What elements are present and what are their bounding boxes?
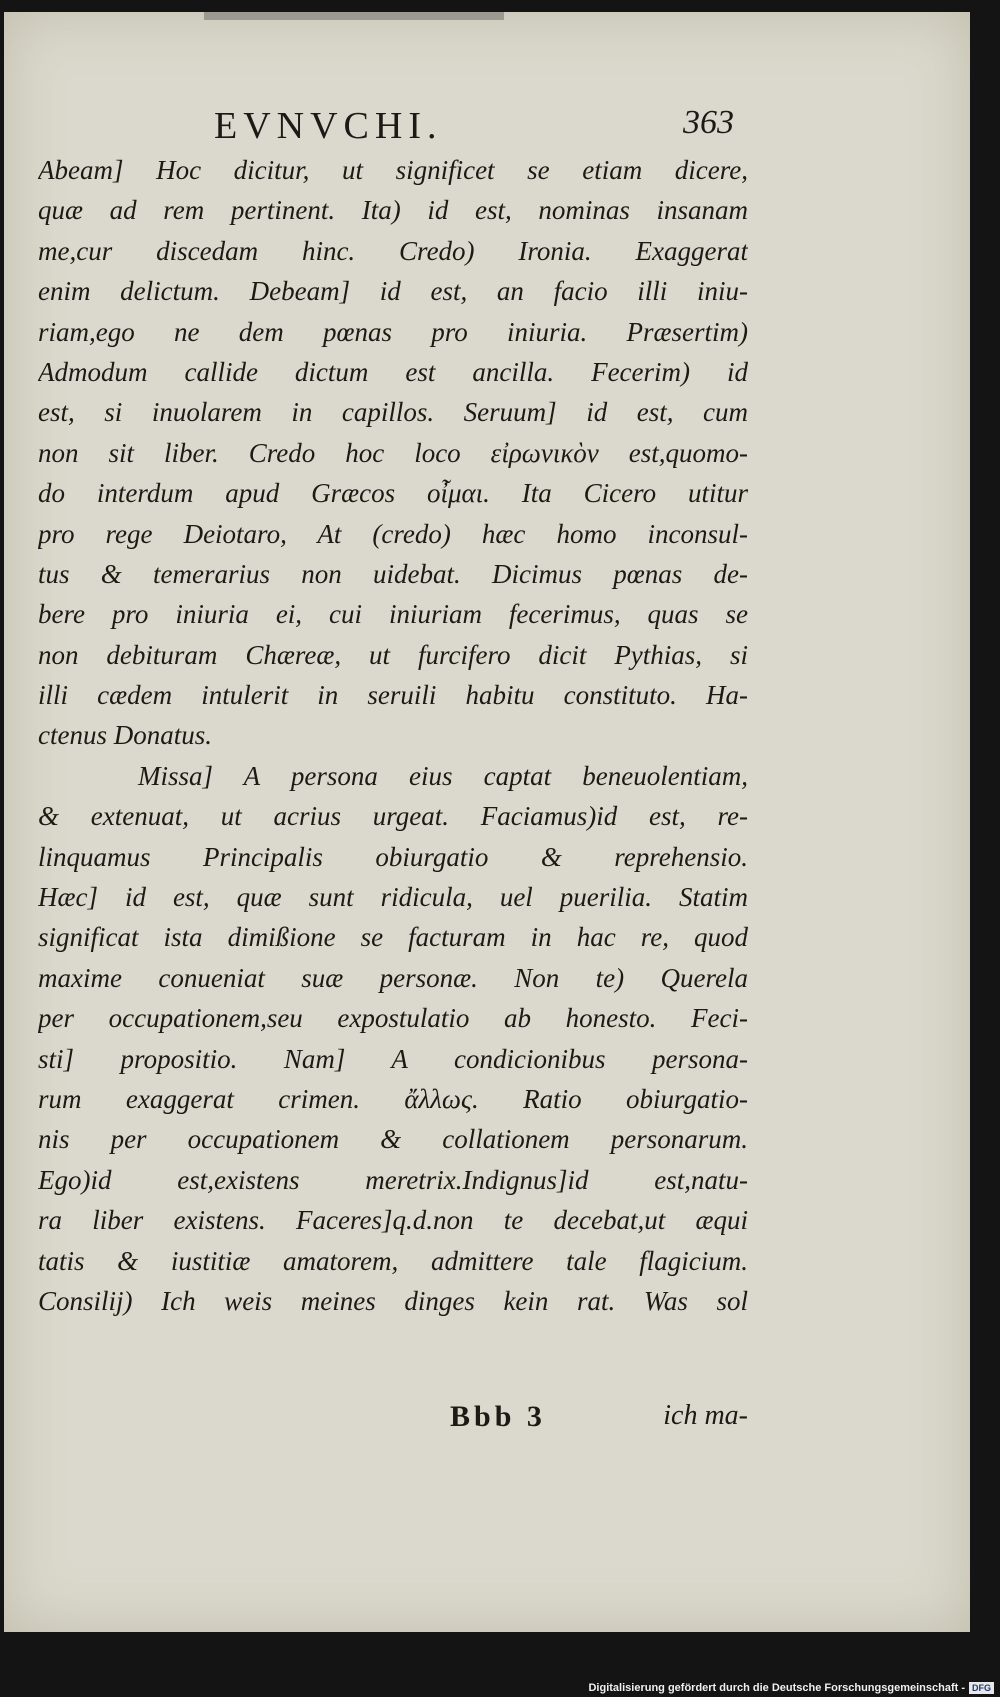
text-line: & extenuat, ut acrius urgeat. Faciamus)id est, re- [38, 801, 748, 832]
text-line: riam,ego ne dem pœnas pro iniuria. Præsertim) [38, 316, 748, 347]
book-page [4, 12, 970, 1632]
signature-mark: Bbb 3 [450, 1400, 546, 1433]
page-edge [204, 12, 504, 20]
text-line: Ego)id est,existens meretrix.Indignus]id est,natu- [38, 1164, 748, 1195]
text-line: non debituram Chæreæ, ut furcifero dicit Pythias, si [38, 639, 748, 670]
text-line: pro rege Deiotaro, At (credo) hæc homo inconsul- [38, 518, 748, 549]
credit-text: Digitalisierung gefördert durch die Deutsche Forschungsgemeinschaft - [588, 1682, 965, 1694]
text-line: est, si inuolarem in capillos. Seruum] id est, cum [38, 397, 748, 428]
text-line: Consilij) Ich weis meines dinges kein rat. Was sol [38, 1285, 748, 1316]
page-footer [38, 1400, 748, 1444]
text-line: do interdum apud Græcos οἶμαι. Ita Cicero utitur [38, 478, 748, 509]
running-head [214, 104, 734, 154]
text-line: quæ ad rem pertinent. Ita) id est, nominas insanam [38, 195, 748, 226]
text-line: Abeam] Hoc dicitur, ut significet se etiam dicere, [38, 155, 748, 185]
text-line: tus & temerarius non uidebat. Dicimus pœnas de- [38, 558, 748, 589]
text-line: rum exaggerat crimen. ἄλλως. Ratio obiurgatio- [38, 1083, 748, 1114]
text-line: bere pro iniuria ei, cui iniuriam fecerimus, quas se [38, 599, 748, 630]
text-line: nis per occupationem & collationem personarum. [38, 1124, 748, 1155]
dfg-logo: DFG [969, 1682, 994, 1694]
text-line: linquamus Principalis obiurgatio & reprehensio. [38, 841, 748, 872]
page-number: 363 [683, 104, 734, 141]
text-block [38, 150, 748, 1321]
text-line: non sit liber. Credo hoc loco εἰρωνικὸν est,quomo- [38, 437, 748, 468]
text-line: maxime conueniat suæ personæ. Non te) Querela [38, 962, 748, 993]
text-line: per occupationem,seu expostulatio ab honesto. Feci- [38, 1003, 748, 1034]
text-line: sti] propositio. Nam] A condicionibus persona- [38, 1043, 748, 1074]
catchword: ich ma- [663, 1400, 748, 1431]
text-line: enim delictum. Debeam] id est, an facio illi iniu- [38, 276, 748, 307]
running-head-title: EVNVCHI. [214, 105, 443, 147]
text-line: tatis & iustitiæ amatorem, admittere tale flagicium. [38, 1245, 748, 1276]
text-line: ra liber existens. Faceres]q.d.non te decebat,ut æqui [38, 1205, 748, 1236]
text-line: illi cædem intulerit in seruili habitu constituto. Ha- [38, 680, 748, 711]
text-line: ctenus Donatus. [38, 720, 212, 751]
digitization-credit [588, 1682, 994, 1694]
text-line: Hæc] id est, quæ sunt ridicula, uel puerilia. Statim [38, 882, 748, 913]
text-line: me,cur discedam hinc. Credo) Ironia. Exaggerat [38, 235, 748, 266]
text-line: significat ista dimißione se facturam in hac re, quod [38, 922, 748, 953]
text-line: Missa] A persona eius captat beneuolentiam, [138, 760, 748, 791]
text-line: Admodum callide dictum est ancilla. Fecerim) id [38, 356, 748, 387]
